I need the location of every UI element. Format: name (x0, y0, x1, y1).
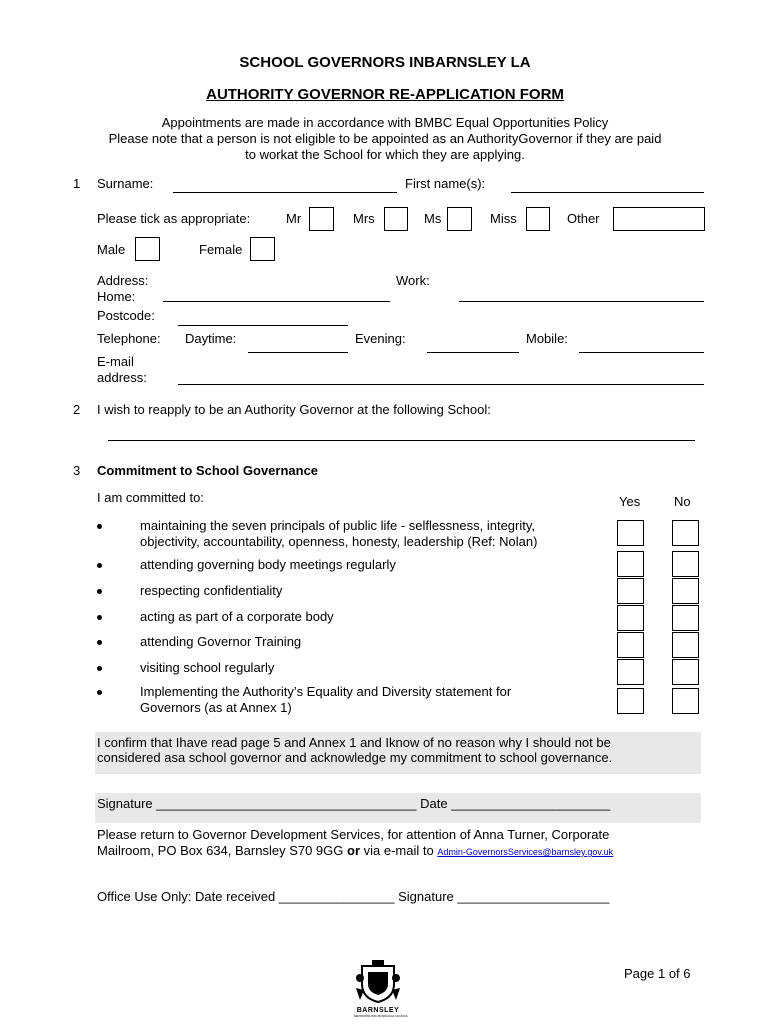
commitment-6-no-checkbox[interactable] (672, 659, 699, 685)
commitment-2-yes-checkbox[interactable] (617, 551, 644, 577)
section-3-number: 3 (73, 463, 81, 478)
commitment-4-no-checkbox[interactable] (672, 605, 699, 631)
mobile-label: Mobile: (526, 331, 568, 346)
logo-text: BARNSLEY (356, 1007, 400, 1014)
title-mrs-checkbox[interactable] (384, 207, 408, 231)
title-miss-checkbox[interactable] (526, 207, 550, 231)
evening-label: Evening: (355, 331, 406, 346)
firstname-label: First name(s): (405, 176, 486, 191)
commitment-4-yes-checkbox[interactable] (617, 605, 644, 631)
form-title-sub: AUTHORITY GOVERNOR RE-APPLICATION FORM (206, 86, 564, 103)
commitment-5-yes-checkbox[interactable] (617, 632, 644, 658)
confirmation-line-2: considered asa school governor and acknowledge my commitment to school governance. (97, 750, 613, 765)
crest-icon (354, 960, 402, 1004)
commitment-7-yes-checkbox[interactable] (617, 688, 644, 714)
mobile-phone-field[interactable] (579, 352, 704, 353)
surname-field[interactable] (173, 192, 397, 193)
commitment-item-1-line-1: maintaining the seven principals of public life - selflessness, integrity, (140, 518, 536, 533)
commitment-item-3: respecting confidentiality (140, 583, 283, 598)
section-2-number: 2 (73, 402, 81, 417)
male-label: Male (97, 242, 126, 257)
commitment-heading: Commitment to School Governance (97, 463, 319, 478)
commitment-1-no-checkbox[interactable] (672, 520, 699, 546)
commitment-item-1-line-2: objectivity, accountability, openness, honesty, leadership (Ref: Nolan) (140, 534, 538, 549)
postcode-field[interactable] (178, 325, 348, 326)
telephone-label: Telephone: (97, 331, 161, 346)
office-use-line[interactable]: Office Use Only: Date received ________________ Signature _____________________ (97, 889, 610, 904)
address-label: Address: (97, 273, 149, 288)
daytime-label: Daytime: (185, 331, 237, 346)
daytime-phone-field[interactable] (248, 352, 348, 353)
commitment-item-7-line-2: Governors (as at Annex 1) (140, 700, 292, 715)
title-ms-label: Ms (424, 211, 442, 226)
bullet (97, 690, 102, 695)
commitment-3-yes-checkbox[interactable] (617, 578, 644, 604)
tick-label: Please tick as appropriate: (97, 211, 251, 226)
commitment-item-4: acting as part of a corporate body (140, 609, 334, 624)
home-address-field[interactable] (163, 301, 390, 302)
signature-date-field[interactable]: Signature ____________________________________ Date ______________________ (97, 796, 611, 811)
title-other-field[interactable] (613, 207, 705, 231)
return-address-text: Mailroom, PO Box 634, Barnsley S70 9GG (97, 843, 347, 858)
female-checkbox[interactable] (250, 237, 275, 261)
title-miss-label: Miss (490, 211, 517, 226)
email-link[interactable]: Admin-GovernorsServices@barnsley.gov.uk (437, 847, 614, 857)
title-mrs-label: Mrs (353, 211, 375, 226)
intro-line-3: to workat the School for which they are applying. (245, 147, 525, 162)
commitment-2-no-checkbox[interactable] (672, 551, 699, 577)
commitment-6-yes-checkbox[interactable] (617, 659, 644, 685)
no-column-header: No (674, 494, 691, 509)
return-or-text: or (347, 843, 360, 858)
title-ms-checkbox[interactable] (447, 207, 472, 231)
barnsley-crest-logo (354, 960, 409, 1018)
reapply-text: I wish to reapply to be an Authority Governor at the following School: (97, 402, 491, 417)
page-number: Page 1 of 6 (624, 966, 691, 981)
intro-line-1: Appointments are made in accordance with BMBC Equal Opportunities Policy (161, 115, 609, 130)
form-title-main: SCHOOL GOVERNORS INBARNSLEY LA (239, 54, 531, 71)
surname-label: Surname: (97, 176, 154, 191)
email-label-1: E-mail (97, 354, 134, 369)
commitment-item-5: attending Governor Training (140, 634, 302, 649)
bullet (97, 615, 102, 620)
work-address-field[interactable] (459, 301, 704, 302)
female-label: Female (199, 242, 243, 257)
bullet (97, 666, 102, 671)
bullet (97, 640, 102, 645)
home-address-label: Home: (97, 289, 136, 304)
commitment-item-7-line-1: Implementing the Authority’s Equality and Diversity statement for (140, 684, 512, 699)
bullet (97, 524, 102, 529)
section-1-number: 1 (73, 176, 81, 191)
title-mr-checkbox[interactable] (309, 207, 334, 231)
bullet (97, 563, 102, 568)
email-label-2: address: (97, 370, 147, 385)
commitment-item-2: attending governing body meetings regularly (140, 557, 396, 572)
email-field[interactable] (178, 384, 704, 385)
confirmation-line-1: I confirm that Ihave read page 5 and Annex 1 and Iknow of no reason why I should not be (97, 735, 611, 750)
return-line-2 (97, 843, 613, 858)
title-mr-label: Mr (286, 211, 302, 226)
commitment-7-no-checkbox[interactable] (672, 688, 699, 714)
return-line-1: Please return to Governor Development Services, for attention of Anna Turner, Corporate (97, 827, 610, 842)
commitment-1-yes-checkbox[interactable] (617, 520, 644, 546)
logo-subtext: METROPOLITAN BOROUGH COUNCIL (354, 1014, 409, 1018)
commitment-3-no-checkbox[interactable] (672, 578, 699, 604)
male-checkbox[interactable] (135, 237, 160, 261)
yes-column-header: Yes (619, 494, 641, 509)
evening-phone-field[interactable] (427, 352, 519, 353)
intro-line-2: Please note that a person is not eligible to be appointed as an AuthorityGovernor if they are paid (108, 131, 662, 146)
return-via-text: via e-mail to (360, 843, 438, 858)
postcode-label: Postcode: (97, 308, 155, 323)
school-name-field[interactable] (108, 440, 695, 441)
work-address-label: Work: (396, 273, 430, 288)
committed-to-label: I am committed to: (97, 490, 204, 505)
firstname-field[interactable] (511, 192, 704, 193)
commitment-5-no-checkbox[interactable] (672, 632, 699, 658)
bullet (97, 589, 102, 594)
commitment-item-6: visiting school regularly (140, 660, 275, 675)
title-other-label: Other (567, 211, 600, 226)
